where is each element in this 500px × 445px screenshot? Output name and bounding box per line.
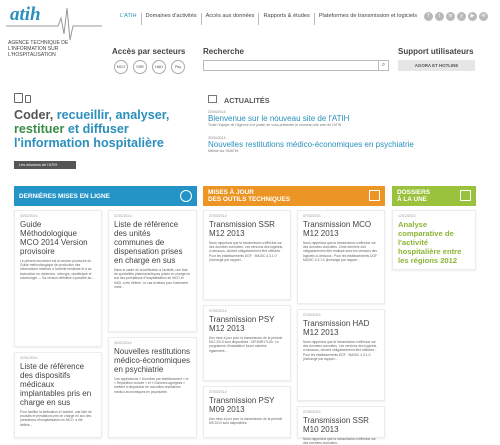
list-item[interactable] [14,352,102,438]
list-item[interactable] [297,210,385,304]
news-headline[interactable]: Bienvenue sur le nouveau site de l'ATIH [208,114,350,123]
card-text: Des mise à jour pour la transmission de la période M12 2013 sont disponibles : DIPJMR1710A : Le programme d'installation fourni autorise également... [209,336,283,353]
hero-word-coder: Coder, [14,108,54,122]
search-icon: ⌕ [381,62,386,68]
card-text: Nous rappelons que la transmission s'effectue sur des données cumulées. Les versions des logiciels, ci-dessous, doivent obligatoirement être utilisées : Pour les établissements DGF : MAGIC 4.3.1.0 (inchangé par rapport... [209,241,284,262]
card-text: Ces applications « Données par établissement » et « Répartition croisée » et « Données agrégées » mettent à disposition de nouvelles restitutions médico-économiques en psychiatrie. [114,377,189,394]
sector-buttons [114,60,185,74]
card-date: 07/03/2014 [303,410,321,414]
top-navigation [116,13,421,25]
support-button[interactable]: AGORA ET HOTLINE [398,60,475,71]
tablet-icon [25,95,31,103]
card-text: Dans le cadre de la tarification à l'activité, une liste de spécialités pharmaceutiques prises en charge en sus des prestations d'hospitalisation en MCO et HAD, a été définie. Le cas échéant pour traitement mobi... [114,268,191,289]
search-button[interactable] [379,60,389,71]
card-date: 12/12/2013 [398,214,416,218]
card-text: Des mise à jour pour la transmission de la période M9 2013 sont disponibles. [209,417,283,426]
news-summary: Diffusé sur SNATIH. [208,149,240,153]
sector-had-button[interactable]: HAD [152,60,166,74]
devices-icon [14,93,31,103]
card-date: 07/03/2014 [209,214,227,218]
video-icon[interactable]: ▶ [468,12,477,21]
card-text: Nous rappelons que la transmission s'effectue sur des données cumulées. [303,437,376,445]
latest-online-title: DERNIÈRES MISES EN LIGNE [19,193,110,200]
mail-icon[interactable]: ✉ [479,12,488,21]
agency-name: AGENCE TECHNIQUE DE L'INFORMATION SUR L'HOSPITALISATION [8,40,69,58]
list-item[interactable] [203,386,291,438]
card-date: 07/03/2014 [209,309,227,313]
list-item[interactable] [108,210,197,332]
card-text: Nous rappelons que la transmission s'effectue sur des données cumulées. Cette dernière doit obligatoirement être réalisée avec les versions des logiciels ci-dessous : Pour les établissements DGF : MAGIC 4.3.1.0 (inchangé par rapport... [303,241,379,262]
newspaper-icon [208,95,217,103]
sector-psy-button[interactable]: Psy [171,60,185,74]
featured-header [392,186,476,206]
featured-title-line1: DOSSIERS [397,189,431,196]
list-item[interactable] [297,406,385,445]
list-item[interactable] [108,337,197,438]
card-title[interactable]: Transmission SSR M12 2013 [209,220,275,238]
nav-item-domaines[interactable]: Domaines d'activités [142,13,202,25]
hero-word-restituer: restituer [14,122,65,136]
social-links [424,12,488,21]
news-title: ACTUALITÉS [224,96,270,105]
card-date: 30/01/2014 [114,341,132,345]
card-title[interactable]: Transmission PSY M09 2013 [209,396,275,414]
hero-word-information: l'information hospitalière [14,136,164,150]
news-summary: Toute l'équipe de l'Agence a le plaisir de vous présenter le nouveau site web de l'ATIH. [208,123,343,127]
list-item[interactable] [14,210,102,347]
download-icon[interactable] [369,190,380,201]
card-title[interactable]: Liste de référence des unités communes de dispensation prises en charge en sus [114,220,183,265]
search-title: Recherche [203,47,244,56]
featured-item[interactable] [392,210,476,270]
card-date: 03/02/2014 [20,214,38,218]
linkedin-icon[interactable]: in [446,12,455,21]
card-date: 07/03/2014 [303,313,321,317]
list-item[interactable] [203,305,291,381]
card-text: Nous rappelons que la transmission s'effectue sur des données cumulées. Les versions des logiciels, ci-dessous, doivent obligatoirement être utilisées : Pour les établissements DGF : MAGIC 4.3.1.0 (inchangé par rapport... [303,340,378,361]
news-item[interactable] [208,136,473,153]
card-text: Le présent document est la version provisoire du Guide méthodologique de production des informations relatives à l'activité médicale et à sa facturation en médecine, chirurgie, obstétrique et odontologie — Sa version définitive à paraître au... [20,259,95,280]
card-title[interactable]: Transmission HAD M12 2013 [303,319,370,337]
featured-title-line2: À LA UNE [397,196,427,203]
support-title: Support utilisateurs [398,47,474,56]
youtube-icon[interactable]: y [457,12,466,21]
nav-item-atih[interactable]: L'ATIH [116,13,142,25]
sector-mco-button[interactable]: MCO [114,60,128,74]
sectors-title: Accès par secteurs [112,47,186,56]
card-title[interactable]: Liste de référence des dispositifs médicaux implantables pris en charge en sus [20,362,92,407]
hero-word-recueillir: recueillir, analyser, [56,108,170,122]
logo-text: atih [10,4,41,25]
card-title[interactable]: Transmission PSY M12 2013 [209,315,275,333]
tools-updates-title-line2: DES OUTILS TECHNIQUES [208,196,291,203]
card-text: Pour faciliter la tarification à l'activité, une liste de produits et prestations pris en charge en sus des prestations d'hospitalisation en MCO, a été définie... [20,410,92,427]
card-date: 31/01/2014 [20,356,38,360]
missions-button[interactable]: Les missions de l'ATIH [14,161,76,169]
card-title[interactable]: Transmission MCO M12 2013 [303,220,372,238]
tools-updates-header [203,186,385,206]
tools-updates-title-line1: MISES À JOUR [208,189,254,196]
list-item[interactable] [297,309,385,401]
card-title[interactable]: Transmission SSR M10 2013 [303,416,369,434]
news-date: 20/04/2014 [208,110,226,114]
card-date: 31/01/2014 [114,214,132,218]
card-date: 07/03/2014 [209,390,227,394]
nav-item-rapports[interactable]: Rapports & études [259,13,314,25]
hero-headline [14,108,196,150]
nav-item-plateformes[interactable]: Plateformes de transmission et logiciels [318,13,418,19]
card-date: 07/03/2014 [303,214,321,218]
monitor-icon [14,93,23,103]
list-item[interactable] [203,210,291,300]
document-icon[interactable] [460,190,471,201]
refresh-icon[interactable] [180,190,192,202]
twitter-icon[interactable]: t [435,12,444,21]
card-title[interactable]: Nouvelles restitutions médico-économiques en psychiatrie [114,347,191,374]
card-title[interactable]: Analyse comparative de l'activité hospitalière entre les régions 2012 [398,220,462,265]
nav-item-donnees[interactable]: Accès aux données [202,13,260,25]
hero-word-diffuser: et diffuser [67,122,129,136]
news-date: 30/04/2014 [208,136,226,140]
news-item[interactable] [208,110,473,127]
sector-ssr-button[interactable]: SSR [133,60,147,74]
news-headline[interactable]: Nouvelles restitutions médico-économiques en psychiatrie [208,140,414,149]
card-title[interactable]: Guide Méthodologique MCO 2014 Version provisoire [20,220,88,256]
latest-online-header [14,186,197,206]
facebook-icon[interactable]: f [424,12,433,21]
search-input[interactable] [203,60,379,71]
